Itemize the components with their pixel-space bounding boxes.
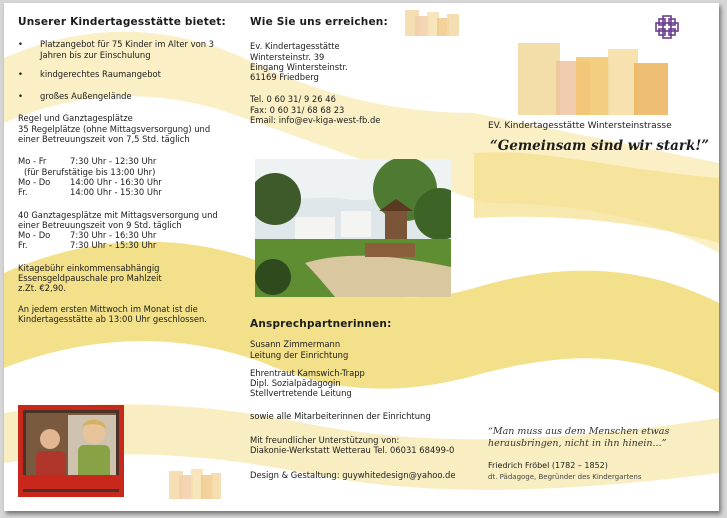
closing-note: An jedem ersten Mittwoch im Monat ist die Kindertagesstätte ab 13:00 Uhr geschlossen. (18, 303, 207, 324)
address-line: 61169 Friedberg (250, 72, 319, 83)
cross-logo (655, 15, 679, 39)
decorative-bars-top (403, 8, 463, 38)
decorative-bars (167, 467, 227, 499)
motto: “Gemeinsam sind wir stark!” (490, 138, 710, 154)
fee-text: Kitagebühr einkommensabhängig Essensgeldpauschale pro Mahlzeit z.Zt. €2,90. (18, 262, 162, 294)
time-cell: 7:30 Uhr - 12:30 Uhr (70, 156, 157, 167)
support-text: Diakonie-Werkstatt Wetterau Tel. 06031 68499-0 (250, 445, 455, 456)
fullday-hours-table (18, 230, 233, 251)
offer-heading: Unserer Kindertagesstätte bietet: (18, 16, 226, 28)
staff-note: sowie alle Mitarbeiterinnen der Einrichtung (250, 410, 431, 421)
children-photo (18, 405, 124, 497)
regular-places-text: 35 Regelplätze (ohne Mittagsversorgung) und einer Betreuungszeit von 7,5 Std. täglich (18, 123, 211, 145)
bullet-item: • großes Außengelände (18, 91, 233, 101)
contacts-heading: Ansprechpartnerinnen: (250, 318, 392, 330)
time-cell: 14:00 Uhr - 15:30 Uhr (70, 187, 162, 198)
organization-name: EV. Kindertagesstätte Wintersteinstrasse (488, 121, 672, 131)
middle-column-lower (250, 319, 485, 480)
contact-role: Leitung der Einrichtung (250, 349, 349, 360)
address-line: Eingang Wintersteinstr. (250, 61, 348, 72)
quote-author: Friedrich Fröbel (1782 – 1852) (488, 461, 608, 470)
time-cell: 7:30 Uhr - 16:30 Uhr (70, 230, 157, 241)
contact-heading: Wie Sie uns erreichen: (250, 16, 388, 28)
day-cell: Fr. (18, 187, 28, 198)
bullet-item: • Platzangebot für 75 Kinder im Alter von 3 Jahren bis zur Einschulung (18, 39, 233, 60)
time-cell: (für Berufstätige bis 13:00 Uhr) (24, 166, 156, 177)
time-cell: 14:00 Uhr - 16:30 Uhr (70, 176, 162, 187)
address-line: Wintersteinstr. 39 (250, 51, 325, 62)
fax-number: Fax: 0 60 31/ 68 68 23 (250, 104, 345, 115)
day-cell: Mo - Fr (18, 156, 47, 167)
playground-photo (255, 159, 451, 297)
contact-role: Stellvertretende Leitung (250, 388, 352, 399)
fullday-places-text: 40 Ganztagesplätze mit Mittagsversorgung und einer Betreuungszeit von 9 Std. täglich (18, 209, 218, 230)
phone-number: Tel. 0 60 31/ 9 26 46 (250, 94, 336, 105)
contact-role: Dipl. Sozialpädagogin (250, 378, 341, 389)
regular-hours-table (18, 156, 233, 197)
day-cell: Mo - Do (18, 230, 51, 241)
contact-name: Susann Zimmermann (250, 339, 341, 350)
day-cell: Mo - Do (18, 176, 51, 187)
address-line: Ev. Kindertagesstätte (250, 41, 340, 52)
quote-author-description: dt. Pädagoge, Begründer des Kindergartens (488, 473, 642, 481)
email-link[interactable]: Email: info@ev-kiga-west-fb.de (250, 115, 381, 126)
day-cell: Fr. (18, 240, 28, 251)
froebel-quote: “Man muss aus dem Menschen etwas herausbringen, nicht in ihn hinein...” (488, 426, 670, 449)
regular-places-heading: Regel und Ganztagesplätze (18, 113, 133, 124)
time-cell: 7:30 Uhr - 15:30 Uhr (70, 240, 157, 251)
contact-name: Ehrentraut Kamswich-Trapp (250, 367, 365, 378)
brochure-page (4, 3, 719, 511)
support-heading: Mit freundlicher Unterstützung von: (250, 435, 400, 446)
building-blocks-logo (516, 41, 672, 117)
design-credit: Design & Gestaltung: guywhitedesign@yahoo.de (250, 469, 456, 480)
bullet-item: • kindgerechtes Raumangebot (18, 69, 233, 79)
left-column (18, 17, 233, 324)
